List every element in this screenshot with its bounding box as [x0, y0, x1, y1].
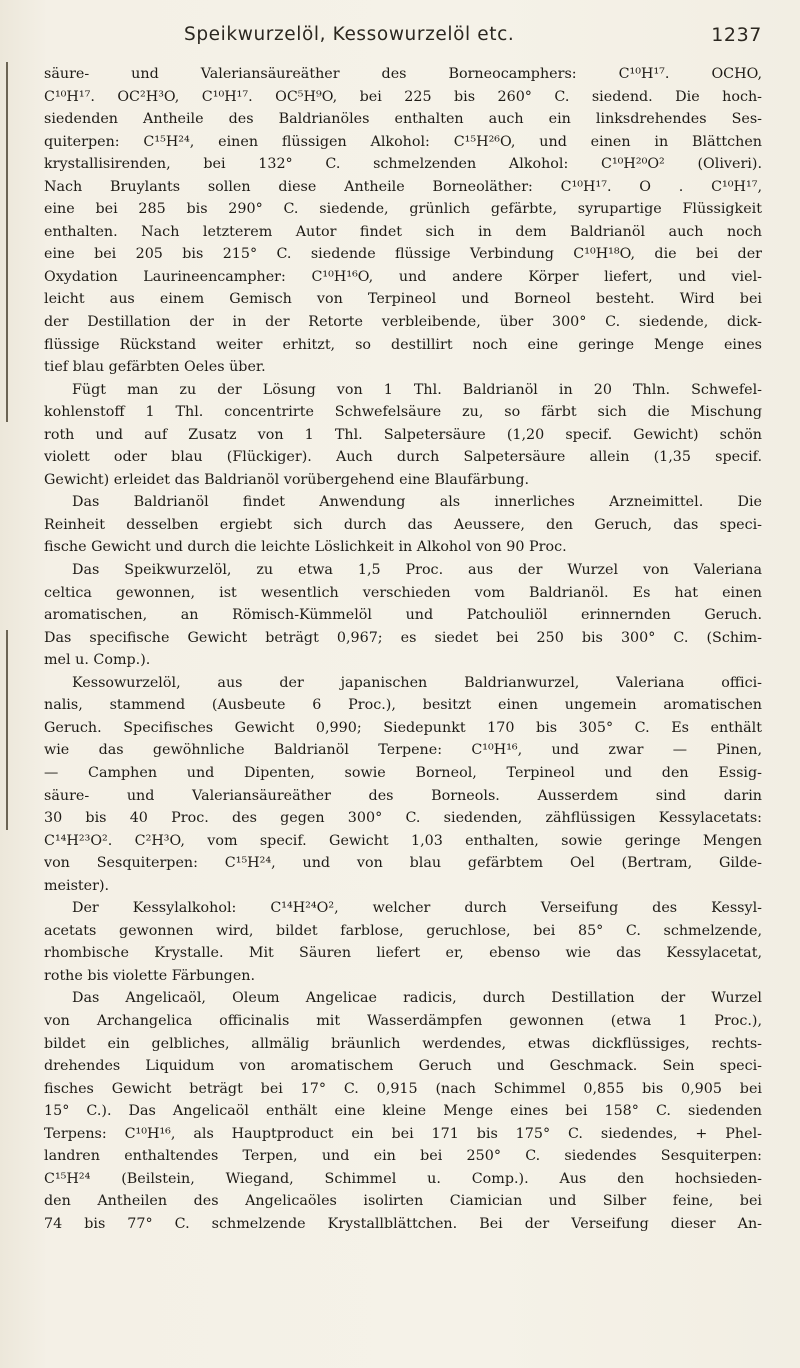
text-line: bildet ein gelbliches, allmälig bräunlich werdendes, etwas dickflüssiges, rechts-: [44, 1035, 762, 1052]
running-title: Speikwurzelöl, Kessowurzelöl etc.: [184, 24, 515, 45]
text-line: celtica gewonnen, ist wesentlich verschieden vom Baldrianöl. Es hat einen: [44, 584, 762, 601]
text-line: Fügt man zu der Lösung von 1 Thl. Baldrianöl in 20 Thln. Schwefel-: [72, 381, 762, 398]
text-line: eine bei 285 bis 290° C. siedende, grünlich gefärbte, syrupartige Flüssigkeit: [44, 201, 762, 218]
text-line: säure- und Valeriansäureäther des Borneols. Ausserdem sind darin: [44, 787, 762, 804]
text-line: eine bei 205 bis 215° C. siedende flüssige Verbindung C¹⁰H¹⁸O, die bei der: [44, 246, 762, 263]
text-line: den Antheilen des Angelicaöles isolirten Ciamician und Silber feine, bei: [44, 1193, 762, 1210]
text-line: roth und auf Zusatz von 1 Thl. Salpetersäure (1,20 specif. Gewicht) schön: [44, 426, 762, 443]
text-line: meister).: [44, 877, 110, 894]
text-line: C¹⁵H²⁴ (Beilstein, Wiegand, Schimmel u. Comp.). Aus den hochsieden-: [44, 1170, 762, 1187]
page-header: [44, 24, 762, 52]
text-line: krystallisirenden, bei 132° C. schmelzenden Alkohol: C¹⁰H²⁰O² (Oliveri).: [44, 156, 762, 173]
text-line: rhombische Krystalle. Mit Säuren liefert er, ebenso wie das Kessylacetat,: [44, 945, 762, 962]
text-line: rothe bis violette Färbungen.: [44, 967, 256, 984]
text-line: säure- und Valeriansäureäther des Borneocamphers: C¹⁰H¹⁷. OCHO,: [44, 66, 762, 82]
text-line: tief blau gefärbten Oeles über.: [44, 359, 266, 376]
page-edge-line: [6, 62, 8, 422]
page-edge-line: [6, 630, 8, 830]
text-line: leicht aus einem Gemisch von Terpineol und Borneol besteht. Wird bei: [44, 291, 762, 308]
text-line: 15° C.). Das Angelicaöl enthält eine kleine Menge eines bei 158° C. siedenden: [44, 1103, 762, 1120]
text-line: Das specifische Gewicht beträgt 0,967; es siedet bei 250 bis 300° C. (Schim-: [44, 629, 762, 646]
text-line: wie das gewöhnliche Baldrianöl Terpene: C¹⁰H¹⁶, und zwar — Pinen,: [44, 742, 762, 759]
text-line: siedenden Antheile des Baldrianöles enthalten auch ein linksdrehendes Ses-: [44, 111, 762, 128]
text-line: Nach Bruylants sollen diese Antheile Borneoläther: C¹⁰H¹⁷. O . C¹⁰H¹⁷,: [44, 178, 762, 195]
text-line: Kessowurzelöl, aus der japanischen Baldrianwurzel, Valeriana offici-: [72, 674, 762, 691]
text-line: Das Baldrianöl findet Anwendung als innerliches Arzneimittel. Die: [72, 494, 762, 511]
text-line: fische Gewicht und durch die leichte Löslichkeit in Alkohol von 90 Proc.: [44, 539, 567, 556]
text-line: von Archangelica officinalis mit Wasserdämpfen gewonnen (etwa 1 Proc.),: [44, 1012, 762, 1029]
text-line: violett oder blau (Flückiger). Auch durch Salpetersäure allein (1,35 specif.: [44, 449, 762, 466]
text-line: Gewicht) erleidet das Baldrianöl vorübergehend eine Blaufärbung.: [44, 471, 530, 488]
text-line: nalis, stammend (Ausbeute 6 Proc.), besitzt einen ungemein aromatischen: [44, 697, 762, 714]
text-line: Terpens: C¹⁰H¹⁶, als Hauptproduct ein bei 171 bis 175° C. siedendes, + Phel-: [44, 1125, 762, 1142]
text-line: Das Angelicaöl, Oleum Angelicae radicis, durch Destillation der Wurzel: [72, 990, 762, 1007]
text-line: quiterpen: C¹⁵H²⁴, einen flüssigen Alkohol: C¹⁵H²⁶O, und einen in Blättchen: [44, 133, 762, 150]
text-line: von Sesquiterpen: C¹⁵H²⁴, und von blau gefärbtem Oel (Bertram, Gilde-: [44, 855, 762, 872]
text-line: mel u. Comp.).: [44, 652, 151, 669]
text-line: drehendes Liquidum von aromatischem Geruch und Geschmack. Sein speci-: [44, 1058, 762, 1075]
text-line: landren enthaltendes Terpen, und ein bei 250° C. siedendes Sesquiterpen:: [44, 1148, 762, 1165]
text-line: flüssige Rückstand weiter erhitzt, so destillirt noch eine geringe Menge eines: [44, 336, 762, 353]
text-line: enthalten. Nach letzterem Autor findet sich in dem Baldrianöl auch noch: [44, 223, 762, 240]
text-line: Reinheit desselben ergiebt sich durch das Aeussere, den Geruch, das speci-: [44, 516, 762, 533]
text-line: Oxydation Laurineencampher: C¹⁰H¹⁶O, und andere Körper liefert, und viel-: [44, 268, 762, 285]
text-line: C¹⁰H¹⁷. OC²H³O, C¹⁰H¹⁷. OC⁵H⁹O, bei 225 bis 260° C. siedend. Die hoch-: [44, 88, 762, 105]
text-line: Das Speikwurzelöl, zu etwa 1,5 Proc. aus der Wurzel von Valeriana: [72, 562, 762, 579]
text-line: C¹⁴H²³O². C²H³O, vom specif. Gewicht 1,03 enthalten, sowie geringe Mengen: [44, 832, 762, 849]
text-line: 30 bis 40 Proc. des gegen 300° C. siedenden, zähflüssigen Kessylacetats:: [44, 810, 762, 827]
text-line: der Destillation der in der Retorte verbleibende, über 300° C. siedende, dick-: [44, 314, 762, 331]
page-number: 1237: [711, 24, 762, 46]
text-line: 74 bis 77° C. schmelzende Krystallblättchen. Bei der Verseifung dieser An-: [44, 1215, 762, 1232]
text-line: Geruch. Specifisches Gewicht 0,990; Siedepunkt 170 bis 305° C. Es enthält: [44, 719, 762, 736]
text-line: Der Kessylalkohol: C¹⁴H²⁴O², welcher durch Verseifung des Kessyl-: [72, 900, 762, 917]
text-line: kohlenstoff 1 Thl. concentrirte Schwefelsäure zu, so färbt sich die Mischung: [44, 404, 762, 421]
body-text: [44, 63, 762, 1235]
text-line: aromatischen, an Römisch-Kümmelöl und Patchouliöl erinnernden Geruch.: [44, 607, 762, 624]
text-line: fisches Gewicht beträgt bei 17° C. 0,915 (nach Schimmel 0,855 bis 0,905 bei: [44, 1080, 762, 1097]
text-line: — Camphen und Dipenten, sowie Borneol, Terpineol und den Essig-: [44, 764, 762, 781]
text-line: acetats gewonnen wird, bildet farblose, geruchlose, bei 85° C. schmelzende,: [44, 922, 762, 939]
